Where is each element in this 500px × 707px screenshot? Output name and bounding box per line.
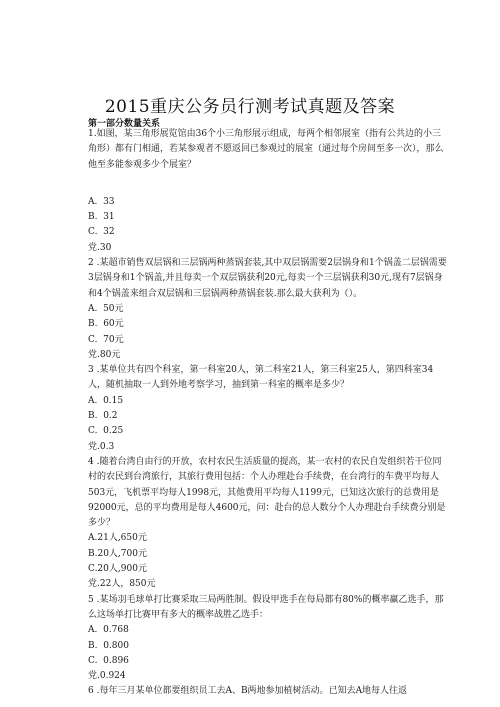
question-block xyxy=(88,593,448,685)
question-text: 2 .某超市销售双层锅和三层锅两种蒸锅套装,其中双层锅需要2层锅身和1个锅盖二层锅需要3层锅身和1个锅盖,并且每卖一个双层锅获利20元,每卖一个三层锅获利30元,现有7层锅身和4个锅盖来组合双层锅和三层锅两种蒸锅套装.那么最大获利为（）。 xyxy=(88,258,447,299)
option: B. 60元 xyxy=(88,319,124,330)
question-block xyxy=(88,363,448,455)
section-heading: 第一部分数量关系 xyxy=(88,119,161,129)
option: C.20人,900元 xyxy=(88,564,147,575)
question-block xyxy=(88,455,448,593)
question-text: 1.如图，某三角形展览馆由36个小三角形展示组成，每两个相邻展室（指有公共边的小三角形）都有门相通，若某参观者不愿返回已参观过的展室（通过每个房间至多一次），那么他至多能参观多少个展室？ xyxy=(88,129,444,170)
option: B. 0.800 xyxy=(88,640,129,651)
answer: 党.22人，850元 xyxy=(88,579,156,590)
answer: 党.30 xyxy=(88,242,112,253)
option: C. 32 xyxy=(88,227,115,238)
option: A.21人,650元 xyxy=(88,533,147,544)
question-block xyxy=(88,684,448,699)
option: C. 0.25 xyxy=(88,426,124,437)
question-text: 6 .每年三月某单位都要组织员工去A、B两地参加植树活动。已知去A地每人往返 xyxy=(88,686,408,697)
answer: 党.0.3 xyxy=(88,441,115,452)
question-list xyxy=(88,127,448,700)
option: A. 0.15 xyxy=(88,395,124,406)
question-text: 5 .某场羽毛球单打比赛采取三局两胜制。假设甲选手在每局都有80%的概率赢乙选手，那么这场单打比赛甲有多大的概率战胜乙选手： xyxy=(88,594,444,620)
option: A. 50元 xyxy=(88,303,124,314)
option: C. 70元 xyxy=(88,334,124,345)
question-text: 4 .随着台湾自由行的开放，农村农民生活质量的提高，某一农村的农民自发组织若干位同村的农民到台湾旅行，其旅行费用包括：个人办理赴台手续费，在台湾行的车费平均每人503元，飞机票平均每人1998元，其他费用平均每人1199元，已知这次旅行的总费用是92000元，总的平均费用是每人4600元，问：赴台的总人数分个人办理赴台手续费分别是多少？ xyxy=(88,456,446,529)
page-title: 2015重庆公务员行测考试真题及答案 xyxy=(104,97,396,117)
option: B.20人,700元 xyxy=(88,548,147,559)
question-text: 3 .某单位共有四个科室，第一科室20人，第二科室21人，第三科室25人，第四科室34人，随机抽取一人到外地考察学习，抽到第一科室的概率是多少？ xyxy=(88,365,434,391)
question-block xyxy=(88,127,448,256)
option: C. 0.896 xyxy=(88,655,129,666)
option: B. 31 xyxy=(88,212,115,223)
option: A. 33 xyxy=(88,196,115,207)
answer: 党.0.924 xyxy=(88,671,126,682)
option: B. 0.2 xyxy=(88,411,118,422)
answer: 党.80元 xyxy=(88,349,121,360)
question-block xyxy=(88,256,448,363)
option: A. 0.768 xyxy=(88,625,129,636)
